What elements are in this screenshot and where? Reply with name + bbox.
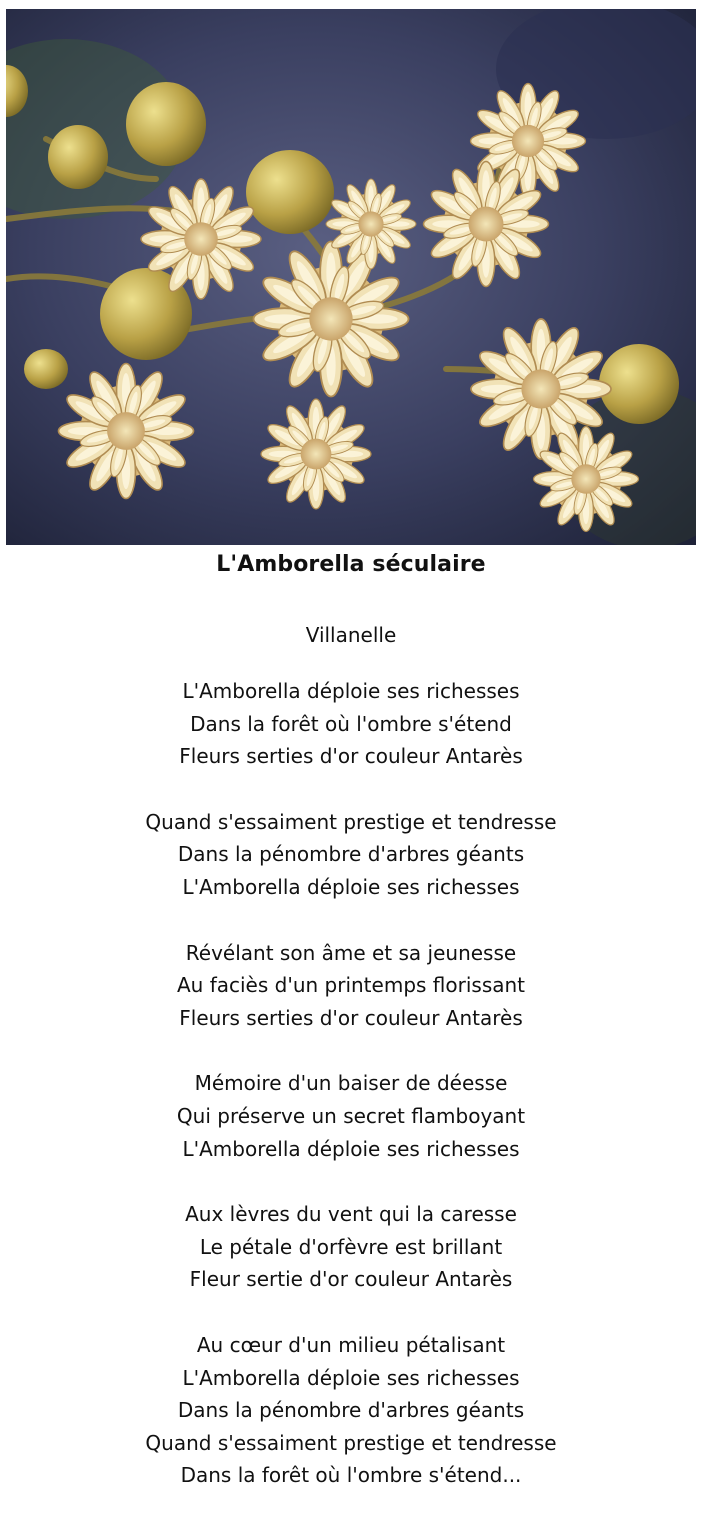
poem-line: Quand s'essaiment prestige et tendresse xyxy=(145,809,557,834)
poem-line: Fleurs serties d'or couleur Antarès xyxy=(179,744,523,769)
poem-line: Dans la forêt où l'ombre s'étend... xyxy=(180,1463,522,1488)
poem-line: L'Amborella déploie ses richesses xyxy=(182,1136,520,1161)
poem-line: Dans la pénombre d'arbres géants xyxy=(177,1398,525,1423)
poem-line: L'Amborella déploie ses richesses xyxy=(182,874,520,899)
poem-line: Qui préserve un secret flamboyant xyxy=(176,1103,526,1128)
stanza xyxy=(0,806,702,904)
poem-line: Au cœur d'un milieu pétalisant xyxy=(196,1332,506,1357)
poem-line: Aux lèvres du vent qui la caresse xyxy=(185,1202,517,1227)
poem-line: Dans la forêt où l'ombre s'étend xyxy=(190,711,512,736)
poem-line: L'Amborella déploie ses richesses xyxy=(182,1365,520,1390)
poem-line: Au faciès d'un printemps florissant xyxy=(176,973,526,998)
poem-body xyxy=(0,675,702,1525)
poem-line: Mémoire d'un baiser de déesse xyxy=(194,1071,508,1096)
poem-line: Quand s'essaiment prestige et tendresse xyxy=(145,1430,557,1455)
stanza xyxy=(0,1067,702,1165)
amborella-photo xyxy=(6,9,696,545)
poem-line: Fleur sertie d'or couleur Antarès xyxy=(189,1267,513,1292)
poem-line: Dans la pénombre d'arbres géants xyxy=(177,842,525,867)
flower-illustration xyxy=(6,9,696,545)
stanza xyxy=(0,675,702,773)
poem-title: L'Amborella séculaire xyxy=(216,552,486,577)
poem-line: Révélant son âme et sa jeunesse xyxy=(185,940,517,965)
poem-subtitle: Villanelle xyxy=(305,623,397,647)
stanza xyxy=(0,937,702,1035)
poem-line: Fleurs serties d'or couleur Antarès xyxy=(179,1005,523,1030)
poem-line: Le pétale d'orfèvre est brillant xyxy=(199,1234,503,1259)
stanza xyxy=(0,1198,702,1296)
stanza xyxy=(0,1329,702,1492)
poem-line: L'Amborella déploie ses richesses xyxy=(182,679,520,703)
